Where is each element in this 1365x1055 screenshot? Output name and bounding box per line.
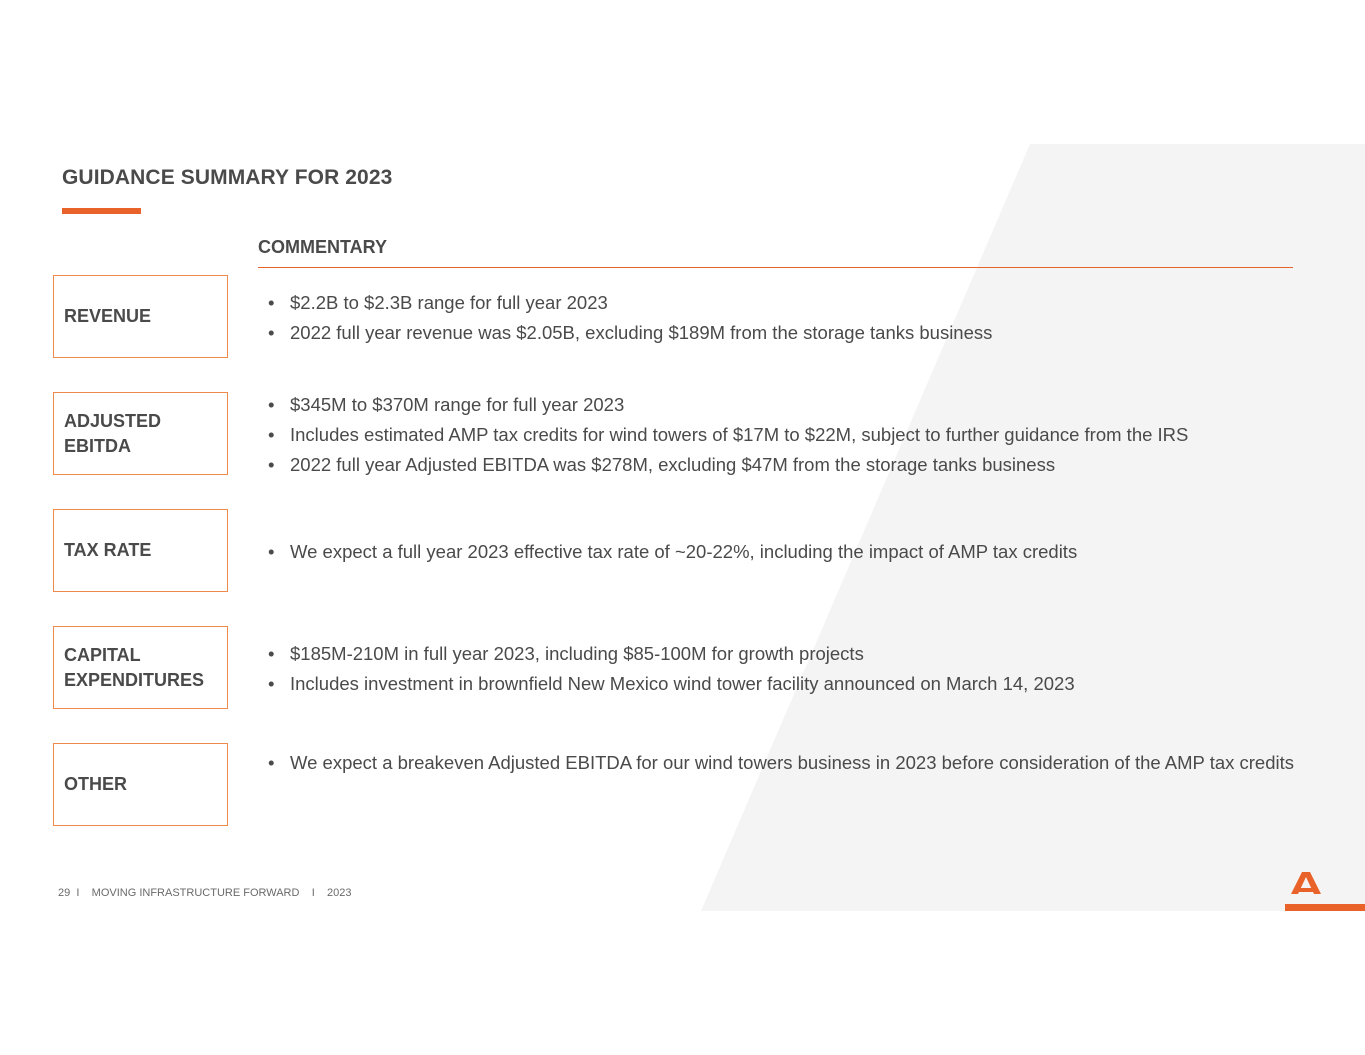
- section-label-tax-rate: [53, 509, 228, 592]
- footer: [58, 887, 351, 899]
- section-label-revenue: [53, 275, 228, 358]
- section-label-capital-expenditures: [53, 626, 228, 709]
- bullet-item: • We expect a breakeven Adjusted EBITDA for our wind towers business in 2023 before consideration of the AMP tax credits: [268, 748, 1298, 778]
- page-number: 29: [58, 887, 71, 899]
- bullet-item: • $345M to $370M range for full year 2023: [268, 390, 1298, 420]
- revenue-commentary: [268, 288, 1298, 348]
- title-underline: [62, 208, 141, 214]
- section-label-line: OTHER: [64, 774, 127, 794]
- footer-tagline: MOVING INFRASTRUCTURE FORWARD: [91, 887, 300, 899]
- page-title: GUIDANCE SUMMARY FOR 2023: [62, 166, 393, 189]
- tax-rate-commentary: [268, 537, 1298, 567]
- bullet-item: • Includes estimated AMP tax credits for wind towers of $17M to $22M, subject to further guidance from the IRS: [268, 420, 1298, 450]
- section-label-line: ADJUSTED: [64, 410, 162, 431]
- section-label-line: EXPENDITURES: [64, 669, 205, 690]
- commentary-divider: [258, 267, 1293, 268]
- section-label-other: [53, 743, 228, 826]
- section-label-line: EBITDA: [64, 435, 131, 456]
- bullet-item: • $2.2B to $2.3B range for full year 2023: [268, 288, 1298, 318]
- bullet-item: • 2022 full year Adjusted EBITDA was $278M, excluding $47M from the storage tanks business: [268, 450, 1298, 480]
- section-label-adjusted-ebitda: [53, 392, 228, 475]
- bullet-item: • $185M-210M in full year 2023, including $85-100M for growth projects: [268, 639, 1298, 669]
- section-label-line: REVENUE: [64, 306, 152, 326]
- footer-year: 2023: [326, 887, 352, 899]
- arcosa-logo-icon: [1285, 870, 1365, 912]
- section-label-line: CAPITAL: [64, 644, 141, 665]
- bullet-item: • Includes investment in brownfield New Mexico wind tower facility announced on March 14, 2023: [268, 669, 1298, 699]
- commentary-header: COMMENTARY: [258, 237, 387, 257]
- bullet-item: • 2022 full year revenue was $2.05B, excluding $189M from the storage tanks business: [268, 318, 1298, 348]
- footer-separator: I: [311, 887, 315, 899]
- adjusted-ebitda-commentary: [268, 390, 1298, 480]
- bullet-item: • We expect a full year 2023 effective tax rate of ~20-22%, including the impact of AMP tax credits: [268, 537, 1298, 567]
- capital-expenditures-commentary: [268, 639, 1298, 699]
- footer-separator: I: [76, 887, 80, 899]
- other-commentary: [268, 748, 1298, 778]
- section-label-line: TAX RATE: [64, 540, 152, 560]
